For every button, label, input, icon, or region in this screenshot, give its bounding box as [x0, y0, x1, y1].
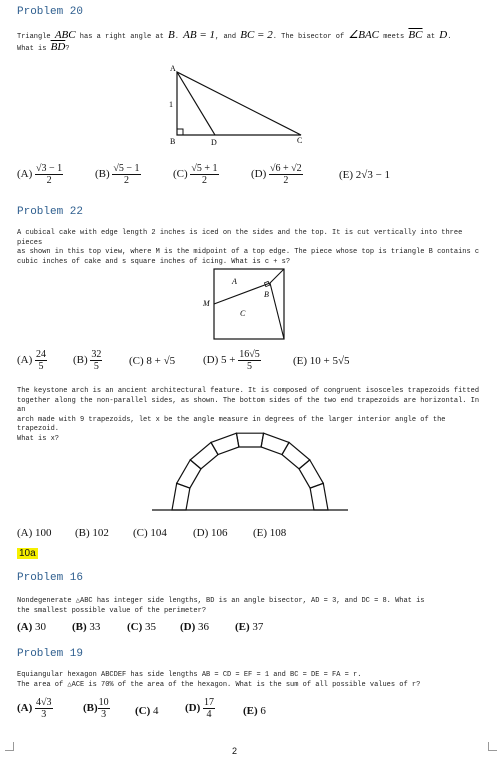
problem-19-text: Equiangular hexagon ABCDEF has side lengths AB = CD = EF = 1 and BC = DE = FA = r. The area of △ACE is 70% of the area of the hexagon. What is the sum of all possible values of r? — [17, 671, 421, 689]
label-c: C — [297, 136, 303, 145]
arch-trapezoid — [236, 433, 263, 447]
keystone-text: The keystone arch is an ancient architectural feature. It is composed of congruent isosceles trapezoids fitted together along the non-parallel sides, as shown. The bottom sides of the two end trapezoids are horizontal. In an arch made with 9 trapezoids, let x be the angle measure in degrees of the larger interior angle of the trapezoid. What is x? — [17, 387, 480, 443]
choice-a: (A) 30 — [17, 621, 47, 633]
choice-d: (D) 36 — [180, 621, 210, 633]
crop-mark-right — [488, 742, 497, 751]
arch-trapezoid — [310, 483, 328, 510]
arch-trapezoid — [261, 433, 289, 454]
problem-16-text: Nondegenerate △ABC has integer side lengths, BD is an angle bisector, AD = 3, and DC = 8. What is the smallest possible value of the perimeter? — [17, 597, 425, 615]
keystone-arch-figure — [150, 425, 350, 515]
choice-b: (B) $\frac{10}{3}$ — [83, 697, 109, 720]
choice-c: (C) 35 — [127, 621, 157, 633]
choice-d: (D) 106 — [193, 527, 228, 539]
choice-c: (C) 8 + √5 — [129, 355, 176, 367]
choice-b: (B) 102 — [75, 527, 109, 539]
cake-top-view-figure — [200, 262, 290, 346]
choice-c: (C) 4 — [135, 705, 159, 717]
label-side-ab: 1 — [169, 100, 173, 109]
label-a: A — [232, 277, 237, 286]
problem-19-title: Problem 19 — [17, 648, 84, 660]
choice-a: (A) $\frac{24}{5}$ — [17, 349, 47, 372]
page-number: 2 — [232, 746, 238, 756]
label-a: A — [170, 64, 176, 73]
choice-e: (E) 6 — [243, 705, 266, 717]
label-m: M — [203, 299, 210, 308]
choice-b: (B) 33 — [72, 621, 101, 633]
label-d: D — [211, 138, 217, 147]
choice-e: (E) 37 — [235, 621, 264, 633]
problem-22-text: A cubical cake with edge length 2 inches is iced on the sides and the top. It is cut vertically into three pieces as shown in this top view, where M is the midpoint of a top edge. The piece whose top is triangle B contains c cubic inches of cake and s square inches of icing. What is c + s? — [17, 229, 480, 266]
problem-20-text: Triangle ABC has a right angle at B. AB = 1, and BC = 2. The bisector of ∠BAC meets $\overline{BC}$ at D. What is $\overline{BD}$? — [17, 29, 452, 53]
arch-trapezoid — [299, 460, 323, 488]
arch-trapezoid — [282, 442, 310, 468]
choice-c: (C) $\frac{√5 + 1}{2}$ — [173, 163, 218, 186]
highlight-tag: 10a — [19, 548, 36, 559]
choice-a: (A) $\frac{4√3}{3}$ — [17, 697, 52, 720]
choice-c: (C) 104 — [133, 527, 167, 539]
choice-a: (A) $\frac{√3 - 1}{2}$ — [17, 163, 63, 186]
choice-a: (A) 100 — [17, 527, 52, 539]
choice-d: (D) 5 + $\frac{16√5}{5}$ — [203, 349, 260, 372]
choice-e: (E) 2√3 − 1 — [339, 169, 391, 181]
label-c: C — [240, 309, 246, 318]
arch-trapezoid — [177, 460, 201, 488]
right-triangle-figure — [160, 60, 310, 150]
problem-22-title: Problem 22 — [17, 206, 84, 218]
label-b: B — [170, 137, 176, 146]
choice-e: (E) 108 — [253, 527, 287, 539]
choice-e: (E) 10 + 5√5 — [293, 355, 350, 367]
choice-b: (B) $\frac{√5 - 1}{2}$ — [95, 163, 140, 186]
label-b: B — [264, 290, 269, 299]
choice-b: (B) $\frac{32}{5}$ — [73, 349, 102, 372]
choice-d: (D) $\frac{17}{4}$ — [185, 697, 215, 720]
arch-trapezoids — [172, 433, 328, 510]
choice-d: (D) $\frac{√6 + √2}{2}$ — [251, 163, 302, 186]
problem-16-title: Problem 16 — [17, 572, 84, 584]
problem-20-title: Problem 20 — [17, 6, 84, 18]
crop-mark-left — [5, 742, 14, 751]
arch-trapezoid — [211, 433, 239, 454]
